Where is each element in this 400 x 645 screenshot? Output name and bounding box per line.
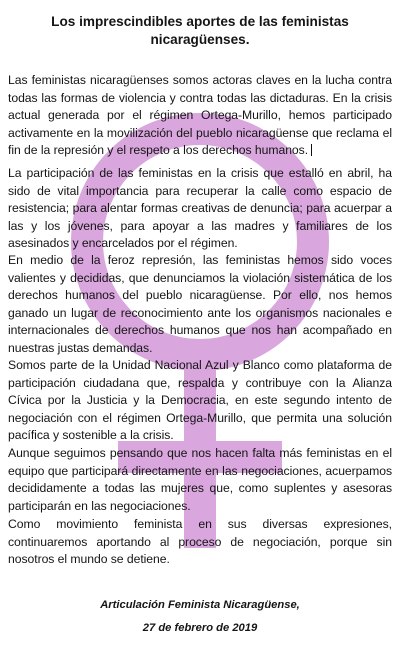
title-line-2: nicaragüenses. <box>150 32 250 47</box>
paragraph-2: La participación de las feministas en la crisis que estalló en abril, ha sido de vital importancia para recuperar la calle como espacio de resistencia; para alentar formas creativas de denuncia; para acuerpar a las y los jóvenes, para apoyar a las madres y familiares de los asesinados y encarcelados por el régimen. <box>8 166 392 250</box>
paragraph-1: Las feministas nicaragüenses somos actoras claves en la lucha contra todas las formas de violencia y contra todas las dictaduras. En la crisis actual generada por el régimen Ortega-Murillo, hemos participado activamente en la movilización del pueblo nicaragüense que reclama el fin de la represión y el respeto a los derechos humanos. <box>8 73 392 157</box>
signature-date: 27 de febrero de 2019 <box>142 622 258 634</box>
title-line-1: Los imprescindibles aportes de las feministas <box>51 14 349 29</box>
document-title <box>0 13 400 49</box>
paragraph-6: Como movimiento feminista en sus diversas expresiones, continuaremos aportando al proceso de negociación, porque sin nosotros el mundo se detiene. <box>8 517 392 566</box>
text-cursor <box>311 144 312 156</box>
signature-organization: Articulación Feminista Nicaragüense, <box>100 599 300 611</box>
paragraph-3: En medio de la feroz represión, las feministas hemos sido voces valientes y decididas, que denunciamos la violación sistemática de los derechos humanos del pueblo nicaragüense. Por ello, nos hemos ganado un lugar de reconocimiento ante los organismos nacionales e internacionales de derechos humanos que nos han acompañado en nuestras justas demandas. <box>8 253 392 355</box>
paragraph-5: Aunque seguimos pensando que nos hacen falta más feministas en el equipo que participará directamente en las negociaciones, acuerpamos decididamente a todas las mujeres que, como suplentes y asesoras participarán en las negociaciones. <box>8 446 392 513</box>
paragraph-4: Somos parte de la Unidad Nacional Azul y Blanco como plataforma de participación ciudadana que, respalda y contribuye con la Alianza Cívica por la Justicia y la Democracia, en este segundo intento de negociación con el régimen Ortega-Murillo, que permita una solución pacífica y sostenible a la crisis. <box>8 358 392 442</box>
